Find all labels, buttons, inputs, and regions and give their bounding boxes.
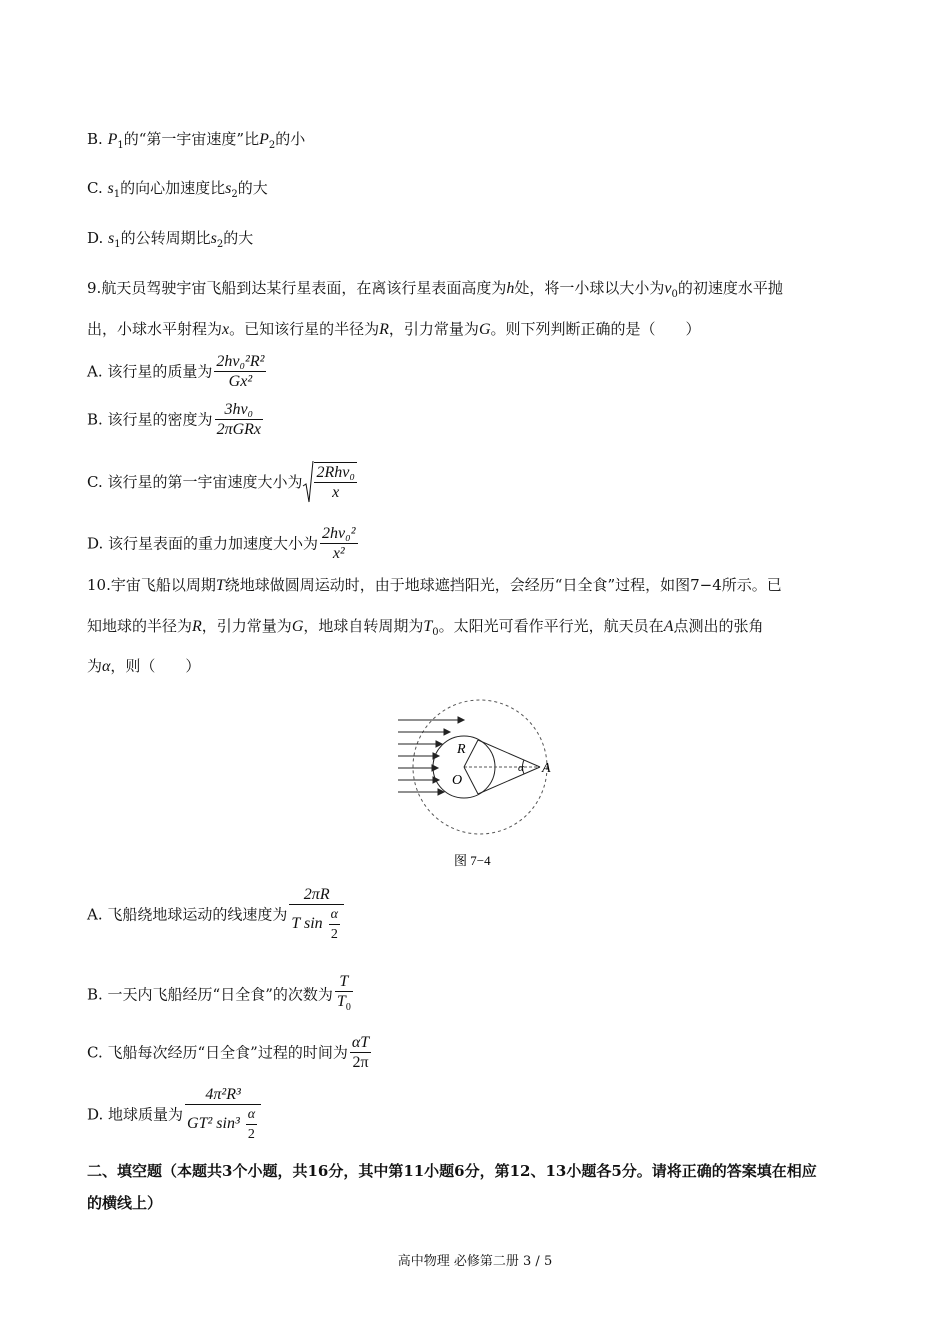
page-footer: 高中物理 必修第二册 3 / 5: [397, 1254, 553, 1269]
q9-stem-line1: 9.航天员驾驶宇宙飞船到达某行星表面，在离该行星表面高度为h处，将一小球以大小为$v_0$的初速度水平抛: [87, 279, 783, 300]
q9-stem-line2: 出，小球水平射程为x。已知该行星的半径为R，引力常量为G。则下列判断正确的是（ ）: [87, 320, 701, 338]
radius-line-bottom: [464, 767, 478, 794]
q10-option-d: D. 地球质量为 4π²R³ GT² sin³ $\frac{\alpha}{2}$: [87, 1085, 263, 1144]
q9-option-d: D. 该行星表面的重力加速度大小为 $\frac{\text{2hv₀²}}{\text{x²}}$: [87, 525, 356, 562]
q10-c-fraction: $\frac{\alpha T}{2\pi}$: [351, 1034, 370, 1071]
option-prev-c: C. $s_1$的向心加速度比$s_2$的大: [87, 179, 268, 200]
section2-heading-line1: 二、填空题（本题共3个小题，共16分，其中第11小题6分，第12、13小题各5分。请将正确的答案填在相应: [87, 1162, 817, 1180]
label-a: A: [542, 761, 551, 776]
q10-option-b: B. 一天内飞船经历“日全食”的次数为 $\frac{T}{T_0}$: [87, 972, 355, 1017]
q9-d-fraction: $\frac{\text{2hv₀²}}{\text{x²}}$: [322, 525, 356, 562]
q10-d-fraction: 4π²R³ GT² sin³ $\frac{\alpha}{2}$: [185, 1085, 261, 1144]
q9-c-sqrt: $\frac{\text{2Rhv₀}}{x}$: [302, 460, 358, 504]
q10-a-fraction: 2πR T sin $\frac{\alpha}{2}$: [289, 885, 344, 944]
q10-stem-line1: 10.宇宙飞船以周期T绕地球做圆周运动时，由于地球遮挡阳光，会经历“日全食”过程，如图7−4所示。已: [87, 576, 782, 594]
q10-b-fraction: $\frac{T}{T_0}$: [336, 973, 351, 1013]
q9-option-b: B. 该行星的密度为 $\frac{\text{3hv₀}}{\text{2πGRx}}$: [87, 401, 262, 438]
tangent-line-top: [478, 740, 540, 767]
figure-7-4: [390, 695, 570, 875]
label-alpha: α: [518, 762, 524, 774]
q9-option-c: C. 该行星的第一宇宙速度大小为 $\frac{\text{2Rhv₀}}{x}$: [87, 460, 359, 504]
q9-a-fraction: $\frac{\text{2hv₀²R²}}{\text{Gx²}}$: [216, 353, 265, 390]
q9-option-a: A. 该行星的质量为 $\frac{\text{2hv₀²R²}}{\text{Gx²}}$: [87, 353, 265, 390]
q10-option-c: C. 飞船每次经历“日全食”过程的时间为 $\frac{\alpha T}{2\pi}$: [87, 1034, 370, 1071]
section2-heading-line2: 的横线上）: [87, 1194, 163, 1212]
q10-stem-line3: 为α，则（ ）: [87, 657, 201, 675]
figure-caption: 图 7−4: [454, 853, 491, 868]
radius-line-top: [464, 740, 478, 767]
q10-option-a: A. 飞船绕地球运动的线速度为 2πR T sin $\frac{\alpha}{2}$: [87, 885, 346, 944]
tangent-line-bottom: [478, 767, 540, 794]
radical-sign-icon: [302, 460, 314, 504]
q9-b-fraction: $\frac{\text{3hv₀}}{\text{2πGRx}}$: [216, 401, 262, 438]
q10-stem-line2: 知地球的半径为R，引力常量为G，地球自转周期为$T_0$。太阳光可看作平行光，航天员在A点测出的张角: [87, 617, 764, 638]
label-r: R: [457, 742, 466, 757]
label-o: O: [452, 773, 463, 788]
option-prev-d: D. $s_1$的公转周期比$s_2$的大: [87, 229, 254, 250]
option-prev-b: B. $P_1$的“第一宇宙速度”比$P_2$的小: [87, 130, 306, 151]
